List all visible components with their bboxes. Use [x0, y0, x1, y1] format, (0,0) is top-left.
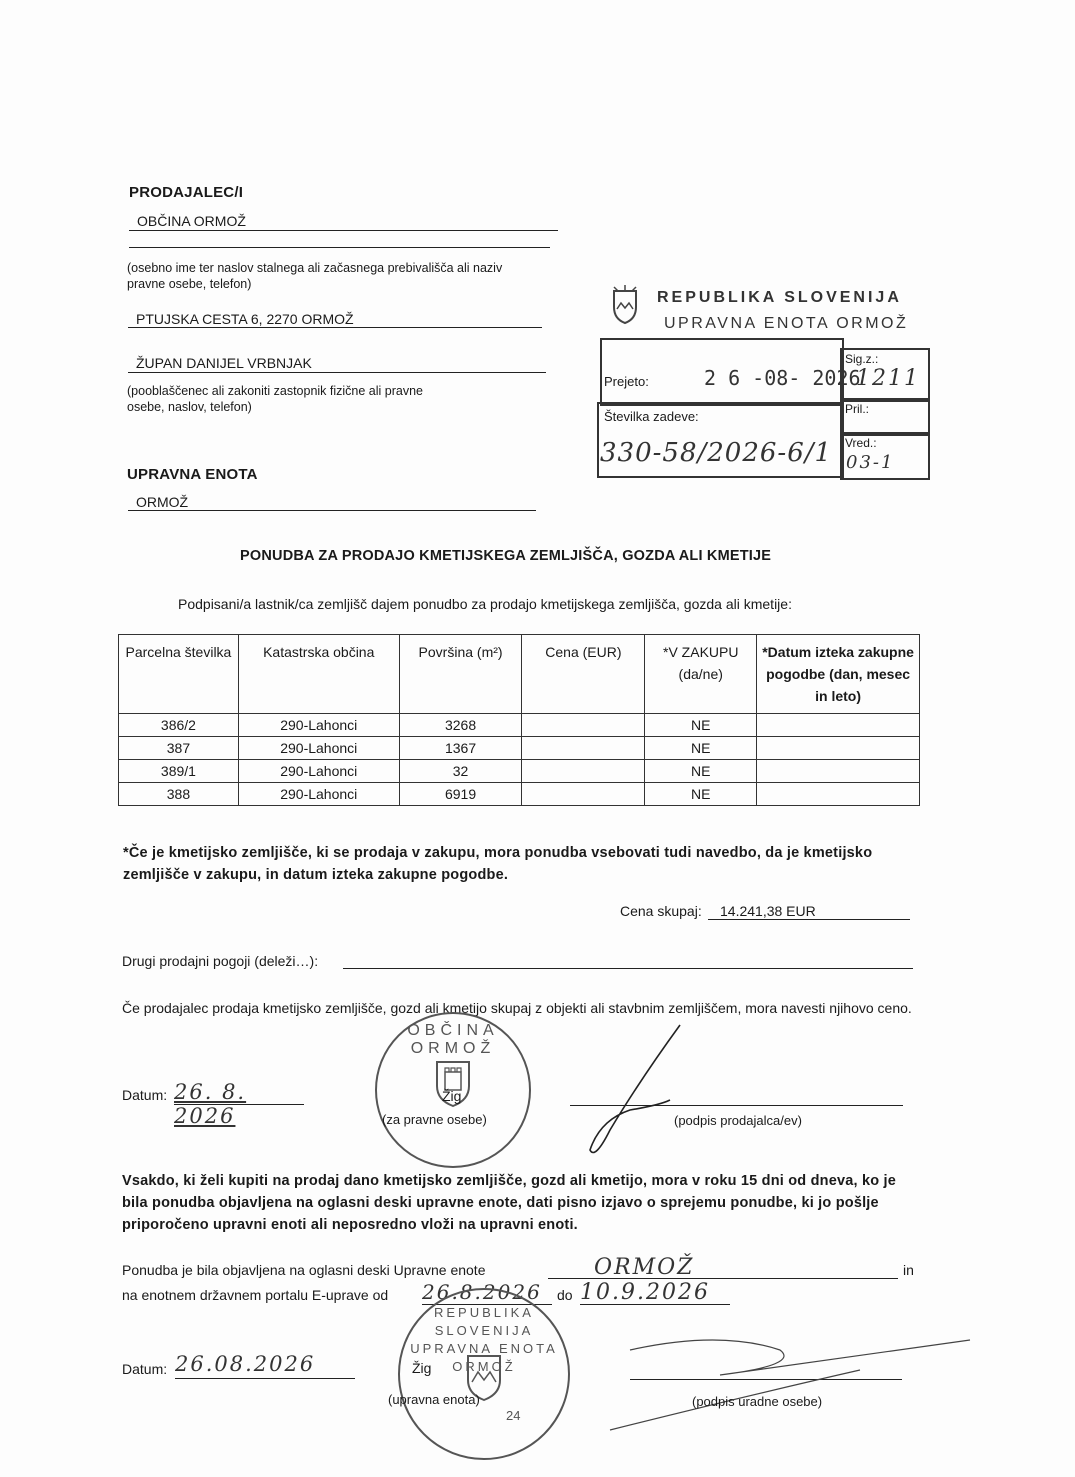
cell-area[interactable]: 32 [399, 760, 522, 783]
publication-line-1: Ponudba je bila objavljena na oglasni deski Upravne enote [122, 1262, 486, 1278]
representative-hint: (pooblaščenec ali zakoniti zastopnik fizične ali pravne osebe, naslov, telefon) [127, 384, 423, 414]
cell-lease-end[interactable] [757, 783, 920, 806]
cell-area[interactable]: 3268 [399, 714, 522, 737]
table-row [119, 783, 920, 806]
stamp-title-line-2: UPRAVNA ENOTA ORMOŽ [664, 315, 909, 332]
cell-lease[interactable]: NE [645, 783, 757, 806]
other-terms-field[interactable] [343, 953, 913, 969]
stamp-sig-value: 1211 [856, 366, 920, 391]
seller-seal-hint: (za pravne osebe) [382, 1112, 487, 1127]
seller-seal-label: Žig [442, 1088, 462, 1104]
seller-date-field[interactable]: 26. 8. 2026 [174, 1080, 304, 1105]
cell-area[interactable]: 1367 [399, 737, 522, 760]
stamp-case-label: Številka zadeve: [604, 409, 699, 424]
objects-note: Če prodajalec prodaja kmetijsko zemljišče, gozd ali kmetijo skupaj z objekti ali stavbnim zemljiščem, mora navesti njihovo ceno. [122, 1000, 912, 1016]
stamp-received-date: 2 6 -08- 2026 [704, 366, 861, 390]
seller-representative-field[interactable]: ŽUPAN DANIJEL VRBNJAK [128, 355, 546, 373]
seller-heading: PRODAJALEC/I [129, 184, 244, 201]
cell-price[interactable] [522, 737, 645, 760]
seller-name-field[interactable]: OBČINA ORMOŽ [129, 213, 558, 231]
col-price: Cena (EUR) [522, 635, 645, 714]
official-signature-hint: (podpis uradne osebe) [692, 1394, 823, 1409]
col-lease-end: *Datum izteka zakupne pogodbe (dan, mesec in leto) [757, 635, 920, 714]
table-row [119, 737, 920, 760]
admin-unit-heading: UPRAVNA ENOTA [127, 466, 258, 483]
form-intro: Podpisani/a lastnik/ca zemljišč dajem ponudbo za prodajo kmetijskega zemljišča, gozda ali kmetije: [178, 596, 792, 612]
publication-from-field[interactable]: 26.8.2026 [422, 1280, 552, 1305]
publication-line-2: na enotnem državnem portalu E-uprave od [122, 1287, 389, 1303]
coat-of-arms-icon [610, 285, 640, 325]
publication-to-field[interactable]: 10.9.2026 [580, 1280, 730, 1305]
admin-unit-field[interactable]: ORMOŽ [128, 494, 536, 511]
form-title: PONUDBA ZA PRODAJO KMETIJSKEGA ZEMLJIŠČA, GOZDA ALI KMETIJE [240, 548, 772, 564]
col-cadastral: Katastrska občina [238, 635, 399, 714]
seller-address-field[interactable]: PTUJSKA CESTA 6, 2270 ORMOŽ [128, 311, 542, 328]
col-parcel: Parcelna številka [119, 635, 239, 714]
cell-area[interactable]: 6919 [399, 783, 522, 806]
stamp-vred-label: Vred.: [845, 436, 877, 450]
administrative-seal-text: REPUBLIKA SLOVENIJA UPRAVNA ENOTA ORMOŽ [410, 1305, 558, 1374]
seller-signature-icon [570, 1020, 710, 1160]
parcel-table [118, 634, 920, 806]
official-seal-hint: (upravna enota) [388, 1392, 480, 1407]
stamp-pril-label: Pril.: [845, 402, 869, 416]
buyer-note: Vsakdo, ki želi kupiti na prodaj dano kmetijsko zemljišče, gozd ali kmetijo, mora v roku 15 dni od dneva, ko je bila ponudba objavljena na oglasni deski upravne enote, dati pisno izjavo o sprejemu ponudbe, ki jo pošlje priporočeno upravni enoti ali neposredno vloži na upravni enoti. [122, 1173, 896, 1233]
cell-cadastral[interactable]: 290-Lahonci [238, 737, 399, 760]
col-area: Površina (m²) [399, 635, 522, 714]
stamp-received-label: Prejeto: [604, 374, 649, 389]
cell-price[interactable] [522, 783, 645, 806]
cell-parcel[interactable]: 386/2 [119, 714, 239, 737]
table-row [119, 760, 920, 783]
table-row [119, 714, 920, 737]
total-label: Cena skupaj: [620, 903, 702, 919]
cell-lease-end[interactable] [757, 714, 920, 737]
cell-cadastral[interactable]: 290-Lahonci [238, 760, 399, 783]
seller-name-line-2 [129, 246, 550, 248]
municipality-seal-text: OBČINA ORMOŽ [407, 1022, 499, 1057]
cell-price[interactable] [522, 760, 645, 783]
cell-lease-end[interactable] [757, 737, 920, 760]
cell-cadastral[interactable]: 290-Lahonci [238, 783, 399, 806]
cell-lease[interactable]: NE [645, 714, 757, 737]
stamp-vred-value: 03-1 [846, 452, 895, 473]
stamp-sig-label: Sig.z.: [845, 352, 879, 366]
official-seal-label: Žig [412, 1360, 432, 1376]
seller-name-hint: (osebno ime ter naslov stalnega ali začasnega prebivališča ali naziv pravne osebe, telefon) [127, 261, 503, 291]
cell-parcel[interactable]: 387 [119, 737, 239, 760]
administrative-seal-number: 24 [506, 1408, 521, 1423]
cell-parcel[interactable]: 389/1 [119, 760, 239, 783]
official-date-label: Datum: [122, 1361, 168, 1377]
official-signature-icon [600, 1320, 980, 1440]
stamp-case-value: 330-58/2026-6/1 [600, 438, 833, 468]
publication-in-label: in [903, 1262, 914, 1278]
cell-lease-end[interactable] [757, 760, 920, 783]
cell-lease[interactable]: NE [645, 760, 757, 783]
col-lease: *V ZAKUPU (da/ne) [645, 635, 757, 714]
lease-note: *Če je kmetijsko zemljišče, ki se prodaja v zakupu, mora ponudba vsebovati tudi navedbo, da je kmetijsko zemljišče v zakupu, in datum izteka zakupne pogodbe. [123, 845, 873, 883]
seller-signature-hint: (podpis prodajalca/ev) [674, 1113, 802, 1128]
cell-price[interactable] [522, 714, 645, 737]
cell-parcel[interactable]: 388 [119, 783, 239, 806]
cell-lease[interactable]: NE [645, 737, 757, 760]
cell-cadastral[interactable]: 290-Lahonci [238, 714, 399, 737]
official-date-field[interactable]: 26.08.2026 [175, 1352, 355, 1379]
publication-to-label: do [557, 1287, 573, 1303]
stamp-title-line-1: REPUBLIKA SLOVENIJA [657, 289, 902, 306]
total-price-field[interactable]: 14.241,38 EUR [708, 903, 910, 920]
publication-unit-field[interactable]: ORMOŽ [548, 1255, 898, 1279]
seller-date-label: Datum: [122, 1087, 168, 1103]
other-terms-label: Drugi prodajni pogoji (deleži…): [122, 953, 319, 969]
